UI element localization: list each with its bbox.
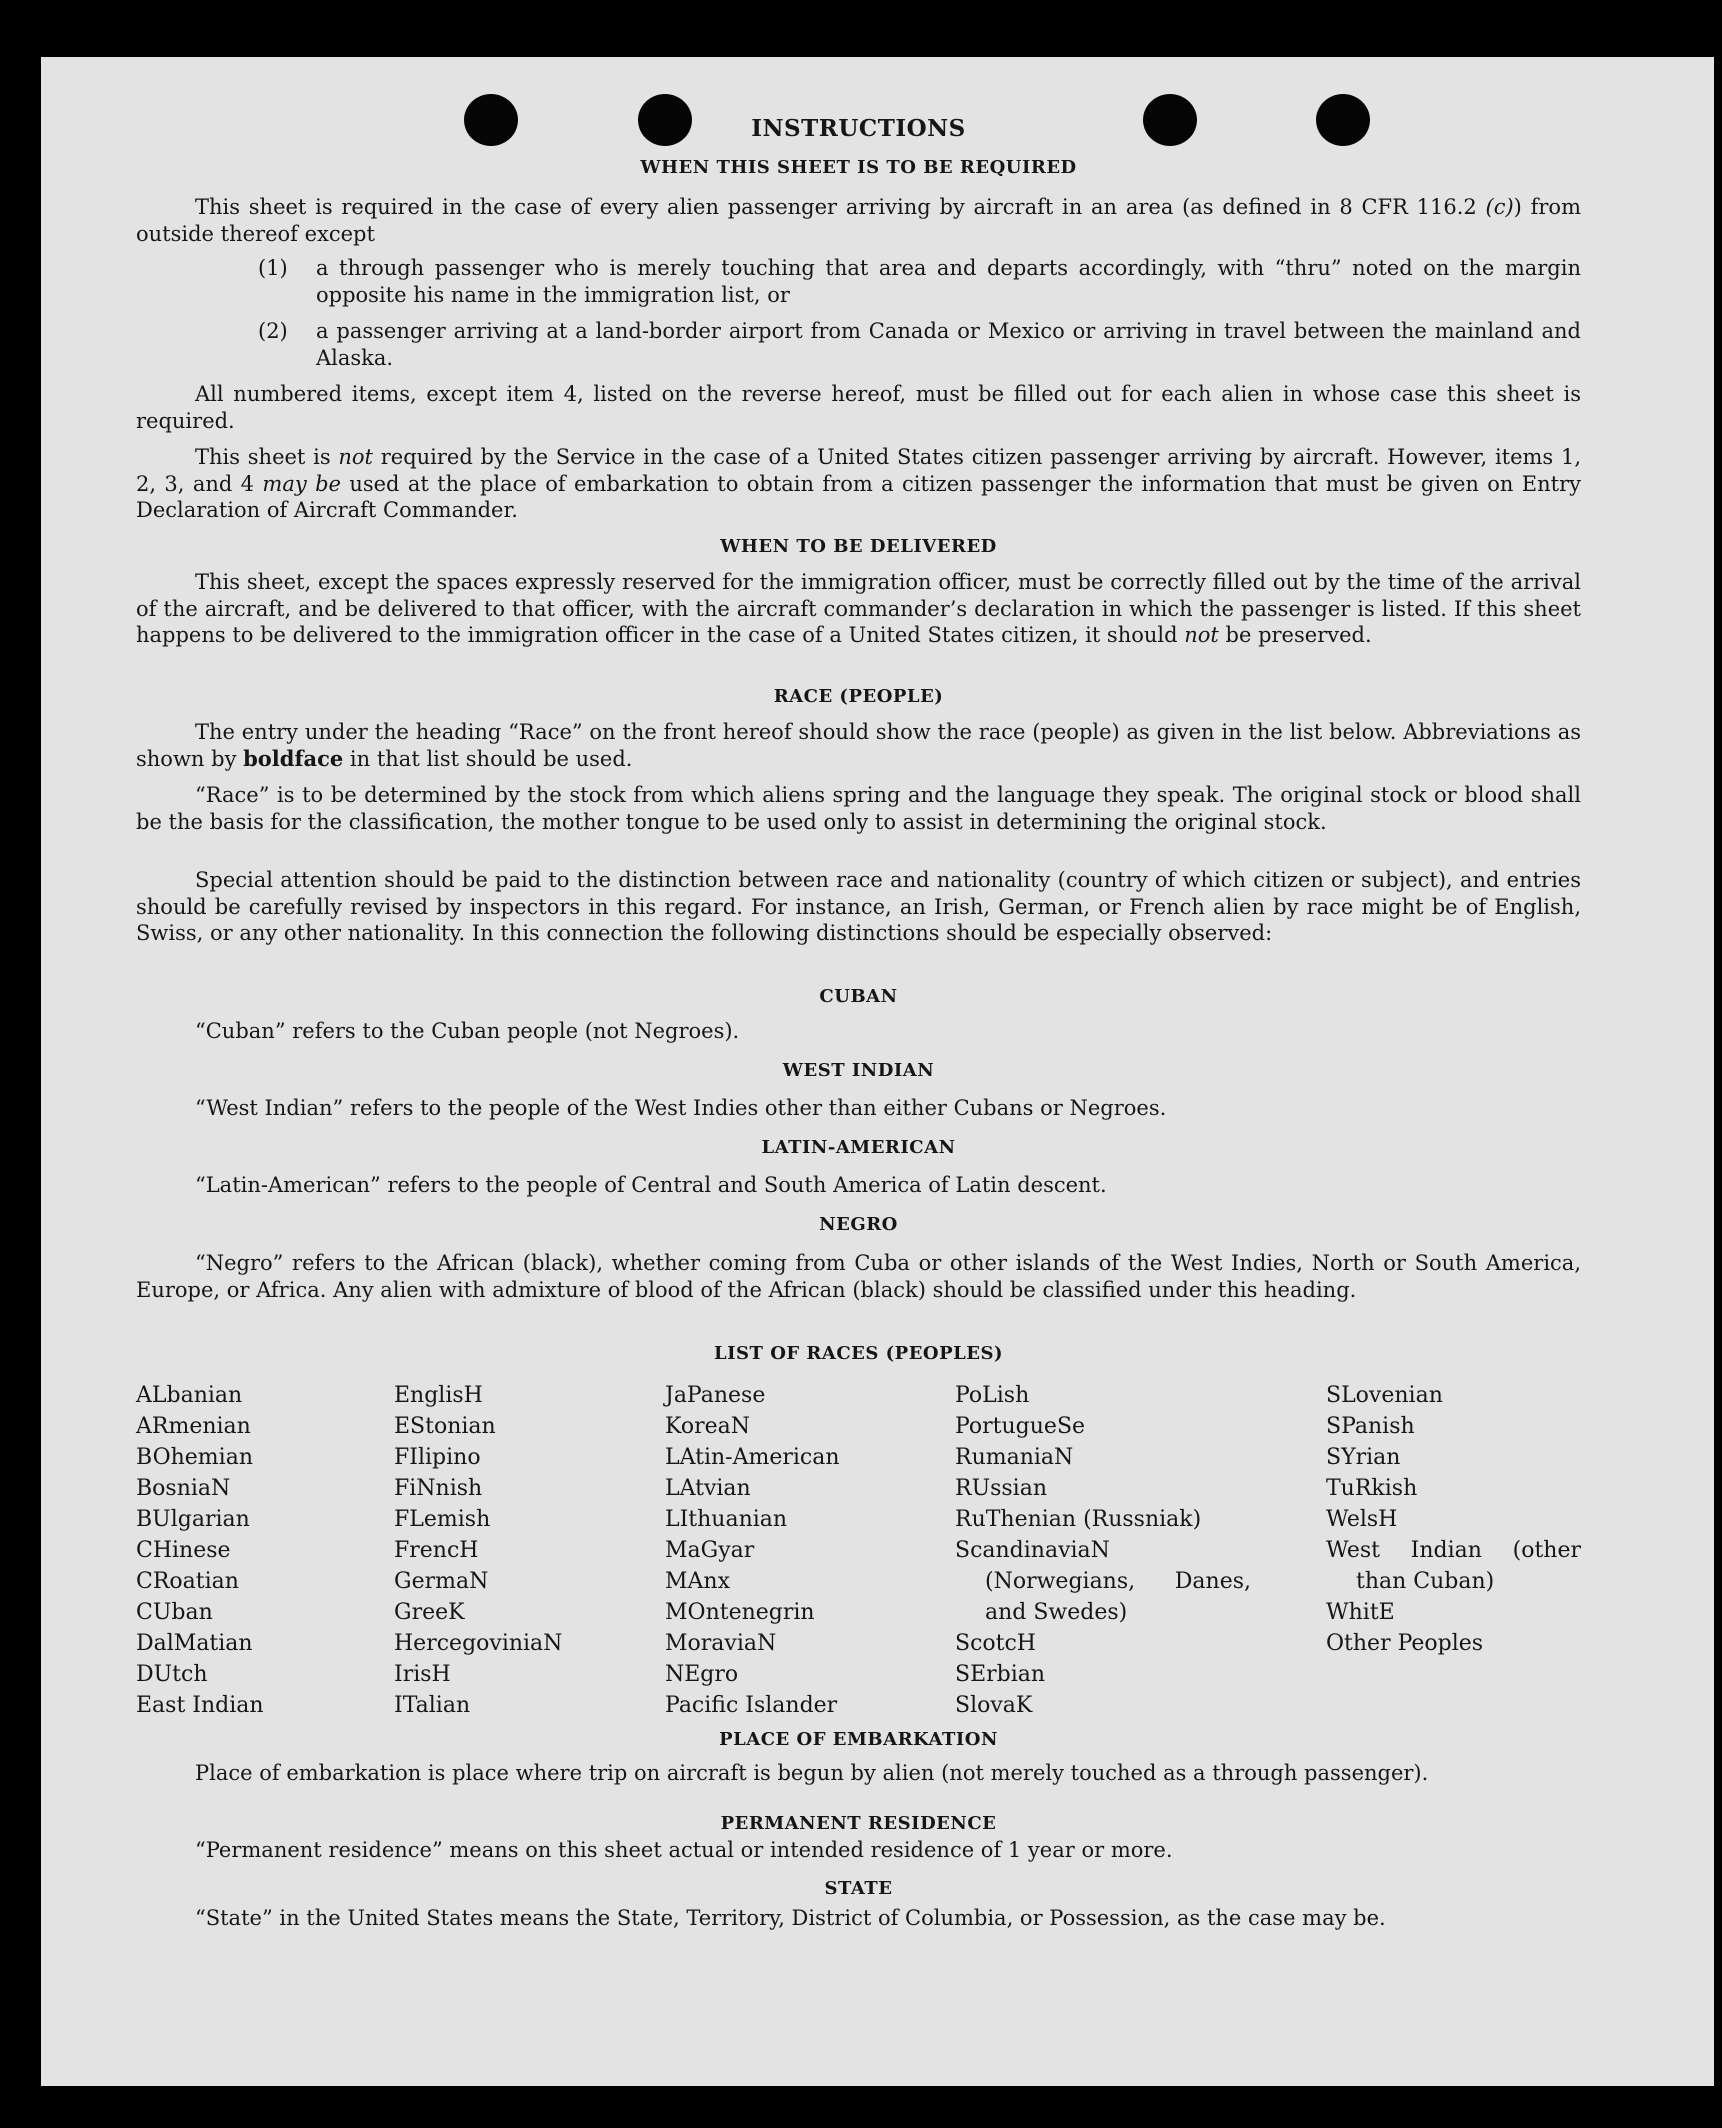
- paragraph: Special attention should be paid to the distinction between race and nationality (country of which citizen or subject), and entries should be carefully revised by inspectors in this regard. For instance, an Irish, German, or French alien by race might be of English, Swiss, or any other nationality. In this connection the following distinctions should be especially observed:: [136, 868, 1581, 945]
- race-column: [955, 1380, 1251, 1721]
- paragraph: The entry under the heading “Race” on the front hereof should show the race (people) as given in the list below. Abbreviations as shown by boldface in that list should be used.: [136, 720, 1581, 771]
- section-heading: RACE (PEOPLE): [773, 686, 944, 707]
- race-item: LIthuanian: [665, 1507, 788, 1532]
- race-item: FIlipino: [394, 1445, 481, 1470]
- race-item: NEgro: [665, 1662, 739, 1687]
- race-item: LAtin-American: [665, 1445, 840, 1470]
- paragraph: “Race” is to be determined by the stock from which aliens spring and the language they speak. The original stock or blood shall be the basis for the classification, the mother tongue to be used only to assist in determining the original stock.: [136, 783, 1581, 834]
- race-item: GreeK: [394, 1600, 465, 1625]
- race-item: MaGyar: [665, 1538, 755, 1563]
- race-item: ScandinaviaN (Norwegians, Danes, and Swedes): [955, 1538, 1251, 1625]
- race-column: [394, 1380, 654, 1721]
- race-item: SPanish: [1326, 1414, 1415, 1439]
- race-item: DalMatian: [136, 1631, 253, 1656]
- race-item: MoraviaN: [665, 1631, 777, 1656]
- section-heading: LIST OF RACES (PEOPLES): [713, 1343, 1004, 1364]
- race-item: WelsH: [1326, 1507, 1398, 1532]
- race-item: CUban: [136, 1600, 213, 1625]
- race-item: DUtch: [136, 1662, 208, 1687]
- race-item: SYrian: [1326, 1445, 1401, 1470]
- section-heading: LATIN-AMERICAN: [761, 1137, 956, 1158]
- section-heading: PLACE OF EMBARKATION: [719, 1729, 998, 1750]
- paragraph: This sheet, except the spaces expressly reserved for the immigration officer, must be correctly filled out by the time of the arrival of the aircraft, and be delivered to that officer, with the aircraft commander’s declaration in which the passenger is listed. If this sheet happens to be delivered to the immigration officer in the case of a United States citizen, it should not be preserved.: [136, 570, 1581, 647]
- race-item: RuThenian (Russniak): [955, 1507, 1202, 1532]
- race-item: FrencH: [394, 1538, 479, 1563]
- race-column: [665, 1380, 945, 1721]
- paragraph: “West Indian” refers to the people of the West Indies other than either Cubans or Negroes.: [195, 1096, 1167, 1120]
- race-item: LAtvian: [665, 1476, 751, 1501]
- paragraph: This sheet is not required by the Service in the case of a United States citizen passenger arriving by aircraft. However, items 1, 2, 3, and 4 may be used at the place of embarkation to obtain from a citizen passenger the information that must be given on Entry Declaration of Aircraft Commander.: [136, 445, 1582, 522]
- section-heading: PERMANENT RESIDENCE: [720, 1813, 997, 1834]
- race-item: KoreaN: [665, 1414, 750, 1439]
- race-item: BosniaN: [136, 1476, 231, 1501]
- race-item: EStonian: [394, 1414, 496, 1439]
- section-heading: STATE: [824, 1878, 893, 1899]
- race-item: FLemish: [394, 1507, 491, 1532]
- paragraph: All numbered items, except item 4, listed on the reverse hereof, must be filled out for each alien in whose case this sheet is required.: [136, 382, 1581, 433]
- race-item: CRoatian: [136, 1569, 239, 1594]
- race-item: IrisH: [394, 1662, 451, 1687]
- section-heading: WHEN THIS SHEET IS TO BE REQUIRED: [640, 157, 1077, 178]
- page-title: INSTRUCTIONS: [751, 115, 966, 142]
- race-item: HercegoviniaN: [394, 1631, 563, 1656]
- race-item: WhitE: [1326, 1600, 1395, 1625]
- paragraph: “Latin-American” refers to the people of Central and South America of Latin descent.: [195, 1173, 1107, 1197]
- race-item: BUlgarian: [136, 1507, 250, 1532]
- race-item: SlovaK: [955, 1693, 1033, 1718]
- race-item: RumaniaN: [955, 1445, 1074, 1470]
- section-heading: WEST INDIAN: [782, 1060, 935, 1081]
- race-item: East Indian: [136, 1693, 264, 1718]
- race-item: RUssian: [955, 1476, 1048, 1501]
- paragraph: “Permanent residence” means on this sheet actual or intended residence of 1 year or more.: [195, 1838, 1173, 1862]
- race-item: CHinese: [136, 1538, 231, 1563]
- race-item: EnglisH: [394, 1383, 483, 1408]
- race-item: ScotcH: [955, 1631, 1036, 1656]
- list-item: (2) a passenger arriving at a land-border airport from Canada or Mexico or arriving in travel between the mainland and Alaska.: [258, 319, 1581, 370]
- race-item: MOntenegrin: [665, 1600, 815, 1625]
- paragraph: “Cuban” refers to the Cuban people (not Negroes).: [195, 1019, 740, 1043]
- race-item: ALbanian: [136, 1383, 243, 1408]
- paragraph: Place of embarkation is place where trip on aircraft is begun by alien (not merely touched as a through passenger).: [195, 1761, 1429, 1785]
- race-item: JaPanese: [665, 1383, 766, 1408]
- race-item: BOhemian: [136, 1445, 253, 1470]
- list-item: (1) a through passenger who is merely touching that area and departs accordingly, with “thru” noted on the margin opposite his name in the immigration list, or: [258, 256, 1581, 307]
- race-item: ITalian: [394, 1693, 471, 1718]
- section-heading: CUBAN: [819, 986, 898, 1007]
- race-item: SLovenian: [1326, 1383, 1443, 1408]
- race-item: PortugueSe: [955, 1414, 1086, 1439]
- race-column: [1326, 1380, 1581, 1659]
- paragraph: “Negro” refers to the African (black), whether coming from Cuba or other islands of the West Indies, North or South America, Europe, or Africa. Any alien with admixture of blood of the African (black) should be classified under this heading.: [136, 1251, 1581, 1302]
- race-item: West Indian (other than Cuban): [1326, 1538, 1581, 1594]
- section-heading: NEGRO: [819, 1214, 898, 1235]
- race-item: FiNnish: [394, 1476, 483, 1501]
- race-item: MAnx: [665, 1569, 730, 1594]
- paragraph: “State” in the United States means the State, Territory, District of Columbia, or Possession, as the case may be.: [195, 1906, 1386, 1930]
- paragraph: This sheet is required in the case of every alien passenger arriving by aircraft in an area (as defined in 8 CFR 116.2 (c)) from outside thereof except: [136, 195, 1581, 246]
- race-item: ARmenian: [136, 1414, 251, 1439]
- race-item: Pacific Islander: [665, 1693, 838, 1718]
- race-item: Other Peoples: [1326, 1631, 1484, 1656]
- race-item: PoLish: [955, 1383, 1030, 1408]
- section-heading: WHEN TO BE DELIVERED: [720, 536, 997, 557]
- race-column: [136, 1380, 386, 1721]
- race-item: GermaN: [394, 1569, 489, 1594]
- race-item: SErbian: [955, 1662, 1046, 1687]
- race-item: TuRkish: [1326, 1476, 1418, 1501]
